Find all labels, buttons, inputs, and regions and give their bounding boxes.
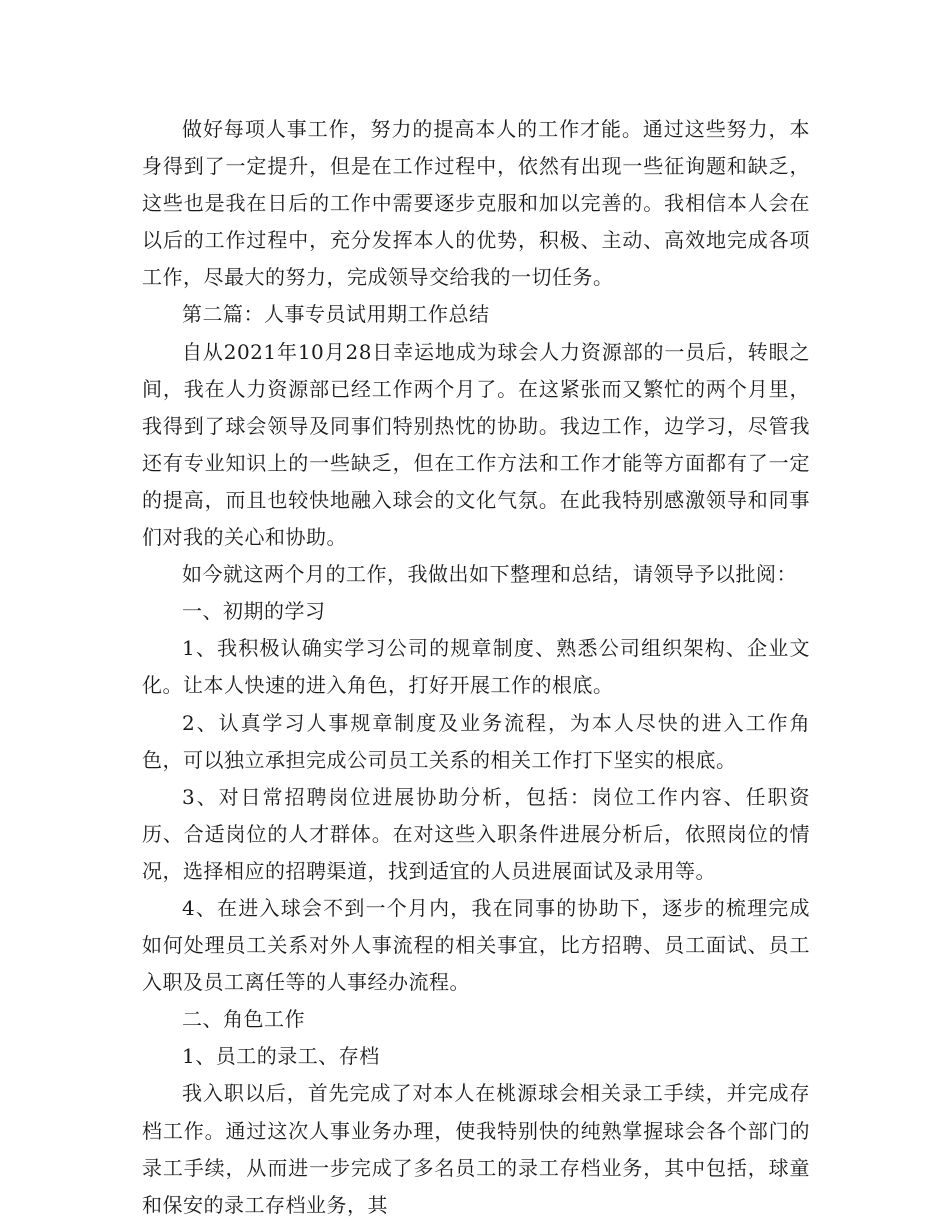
list-item-2: 2、认真学习人事规章制度及业务流程，为本人尽快的进入工作角色，可以独立承担完成公司员工关系的相关工作打下坚实的根底。 xyxy=(142,710,810,772)
paragraph-hiring-archiving: 我入职以后，首先完成了对本人在桃源球会相关录工手续，并完成存档工作。通过这次人事业务办理，使我特别快的纯熟掌握球会各个部门的录工手续，从而进一步完成了多名员工的录工存档业务，其中包括，球童和保安的录工存档业务，其 xyxy=(142,1081,810,1217)
paragraph-intro-continuation: 做好每项人事工作，努力的提高本人的工作才能。通过这些努力，本身得到了一定提升，但是在工作过程中，依然有出现一些征询题和缺乏，这些也是我在日后的工作中需要逐步克服和加以完善的。我相信本人会在以后的工作过程中，充分发挥本人的优势，积极、主动、高效地完成各项工作，尽最大的努力，完成领导交给我的一切任务。 xyxy=(142,117,810,290)
paragraph-summary-intro: 如今就这两个月的工作，我做出如下整理和总结，请领导予以批阅： xyxy=(182,562,797,587)
list-item-4: 4、在进入球会不到一个月内，我在同事的协助下，逐步的梳理完成如何处理员工关系对外人事流程的相关事宜，比方招聘、员工面试、员工入职及员工离任等的人事经办流程。 xyxy=(142,895,810,995)
paragraph-joining-hr: 自从2021年10月28日幸运地成为球会人力资源部的一员后，转眼之间，我在人力资源部已经工作两个月了。在这紧张而又繁忙的两个月里，我得到了球会领导及同事们特别热忱的协助。我边工作，边学习，尽管我还有专业知识上的一些缺乏，但在工作方法和工作才能等方面都有了一定的提高，而且也较快地融入球会的文化气氛。在此我特别感激领导和同事们对我的关心和协助。 xyxy=(142,339,810,550)
document-body xyxy=(142,111,810,1224)
section-heading-second-article: 第二篇：人事专员试用期工作总结 xyxy=(182,302,490,327)
subheading-hiring-archiving: 1、员工的录工、存档 xyxy=(182,1044,380,1069)
heading-role-work: 二、角色工作 xyxy=(182,1007,305,1032)
list-item-3: 3、对日常招聘岗位进展协助分析，包括：岗位工作内容、任职资历、合适岗位的人才群体。在对这些入职条件进展分析后，依照岗位的情况，选择相应的招聘渠道，找到适宜的人员进展面试及录用等。 xyxy=(142,784,810,883)
list-item-1: 1、我积极认确实学习公司的规章制度、熟悉公司组织架构、企业文化。让本人快速的进入角色，打好开展工作的根底。 xyxy=(142,636,810,698)
heading-initial-learning: 一、初期的学习 xyxy=(182,599,326,624)
